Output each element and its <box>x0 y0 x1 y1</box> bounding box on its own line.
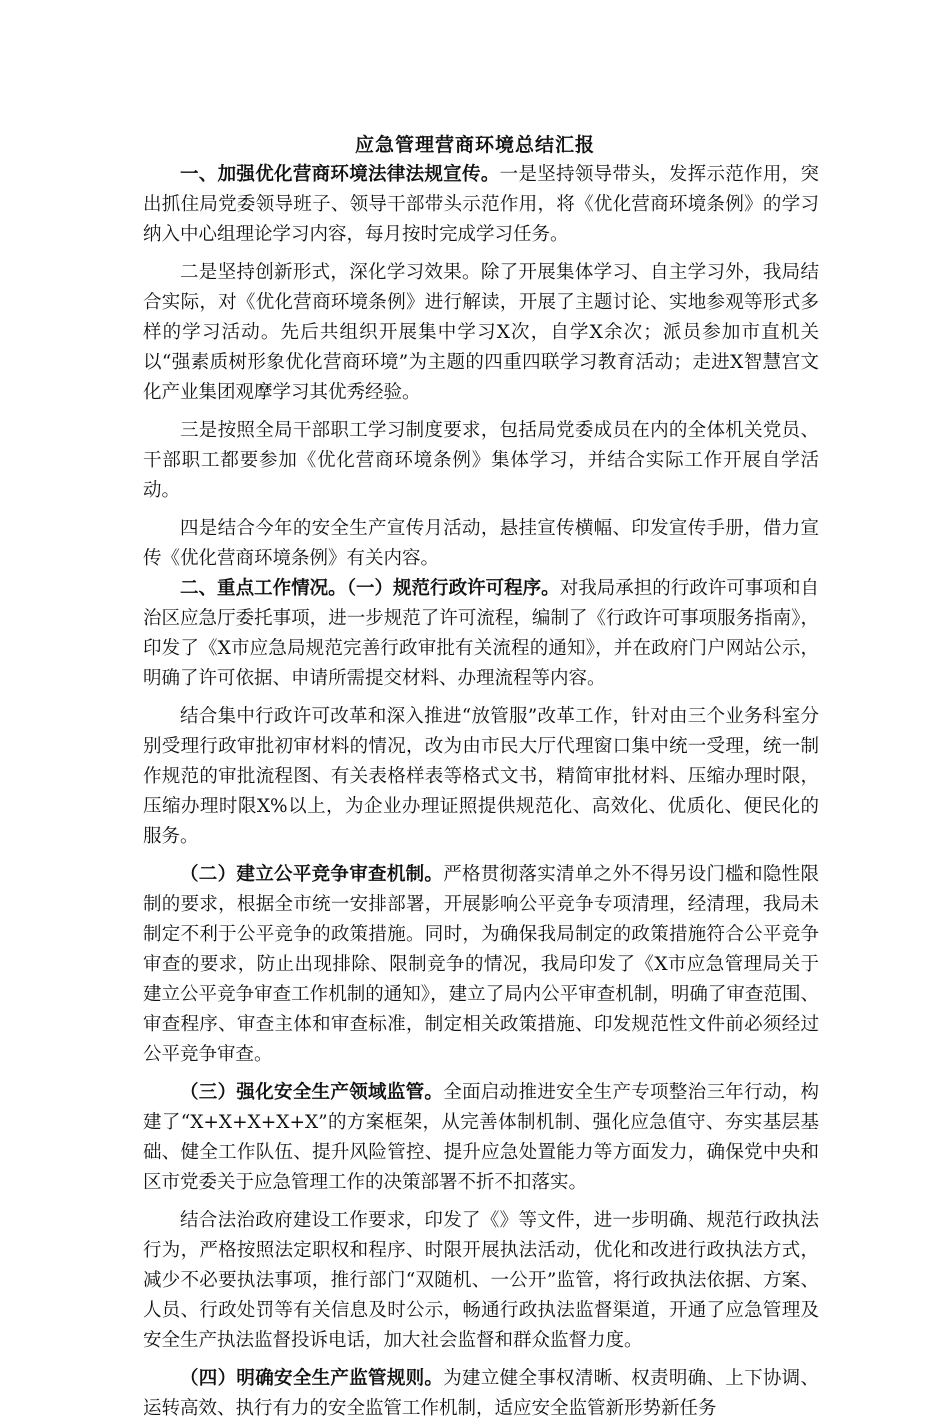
paragraph-6 <box>143 702 819 852</box>
subheading-4: （四）明确安全生产监管规则。 <box>180 1368 444 1389</box>
subheading-3: （三）强化安全生产领域监管。 <box>180 1082 444 1103</box>
paragraph-3 <box>143 416 819 506</box>
subheading-2: （二）建立公平竞争审查机制。 <box>180 864 444 885</box>
paragraph-8 <box>143 1078 819 1198</box>
paragraph-5 <box>143 574 819 694</box>
heading-2: 二、重点工作情况。（一）规范行政许可程序。 <box>180 578 560 599</box>
paragraph-text: 严格贯彻落实清单之外不得另设门槛和隐性限制的要求，根据全市统一安排部署，开展影响公平竞争专项清理，经清理，我局未制定不利于公平竞争的政策措施。同时，为确保我局制定的政策措施符合公平竞争审查的要求，防止出现排除、限制竞争的情况，我局印发了《X市应急管理局关于建立公平竞争审查工作机制的通知》，建立了局内公平审查机制，明确了审查范围、审查程序、审查主体和审查标准，制定相关政策措施、印发规范性文件前必须经过公平竞争审查。 <box>143 864 819 1065</box>
document-body <box>143 160 819 1424</box>
paragraph-1 <box>143 160 819 250</box>
paragraph-4 <box>143 514 819 574</box>
paragraph-text: 结合法治政府建设工作要求，印发了《》等文件，进一步明确、规范行政执法行为，严格按照法定职权和程序、时限开展执法活动，优化和改进行政执法方式，减少不必要执法事项，推行部门“双随机、一公开”监管，将行政执法依据、方案、人员、行政处罚等有关信息及时公示，畅通行政执法监督渠道，开通了应急管理及安全生产执法监督投诉电话，加大社会监督和群众监督力度。 <box>143 1210 819 1351</box>
heading-1: 一、加强优化营商环境法律法规宣传。 <box>180 164 500 185</box>
paragraph-text: 四是结合今年的安全生产宣传月活动，悬挂宣传横幅、印发宣传手册，借力宣传《优化营商环境条例》有关内容。 <box>143 518 819 569</box>
document-title: 应急管理营商环境总结汇报 <box>354 134 595 156</box>
paragraph-10 <box>143 1364 819 1424</box>
paragraph-text: 全面启动推进安全生产专项整治三年行动，构建了“X+X+X+X+X”的方案框架，从完善体制机制、强化应急值守、夯实基层基础、健全工作队伍、提升风险管控、提升应急处置能力等方面发力，确保党中央和区市党委关于应急管理工作的决策部署不折不扣落实。 <box>143 1082 819 1193</box>
paragraph-text: 为建立健全事权清晰、权责明确、上下协调、运转高效、执行有力的安全监管工作机制，适应安全监管新形势新任务 <box>143 1368 819 1419</box>
paragraph-text: 对我局承担的行政许可事项和自治区应急厅委托事项，进一步规范了许可流程，编制了《行政许可事项服务指南》，印发了《X市应急局规范完善行政审批有关流程的通知》，并在政府门户网站公示，明确了许可依据、申请所需提交材料、办理流程等内容。 <box>143 578 819 689</box>
paragraph-9 <box>143 1206 819 1356</box>
paragraph-text: 一是坚持领导带头，发挥示范作用，突出抓住局党委领导班子、领导干部带头示范作用，将《优化营商环境条例》的学习纳入中心组理论学习内容，每月按时完成学习任务。 <box>143 164 819 245</box>
paragraph-text: 结合集中行政许可改革和深入推进“放管服”改革工作，针对由三个业务科室分别受理行政审批初审材料的情况，改为由市民大厅代理窗口集中统一受理，统一制作规范的审批流程图、有关表格样表等格式文书，精简审批材料、压缩办理时限，压缩办理时限X%以上，为企业办理证照提供规范化、高效化、优质化、便民化的服务。 <box>143 706 819 847</box>
paragraph-text: 三是按照全局干部职工学习制度要求，包括局党委成员在内的全体机关党员、干部职工都要参加《优化营商环境条例》集体学习，并结合实际工作开展自学活动。 <box>143 420 819 501</box>
paragraph-2 <box>143 258 819 408</box>
paragraph-text: 二是坚持创新形式，深化学习效果。除了开展集体学习、自主学习外，我局结合实际，对《优化营商环境条例》进行解读，开展了主题讨论、实地参观等形式多样的学习活动。先后共组织开展集中学习X次，自学X余次；派员参加市直机关以“强素质树形象优化营商环境”为主题的四重四联学习教育活动；走进X智慧宫文化产业集团观摩学习其优秀经验。 <box>143 262 819 403</box>
paragraph-7 <box>143 860 819 1070</box>
